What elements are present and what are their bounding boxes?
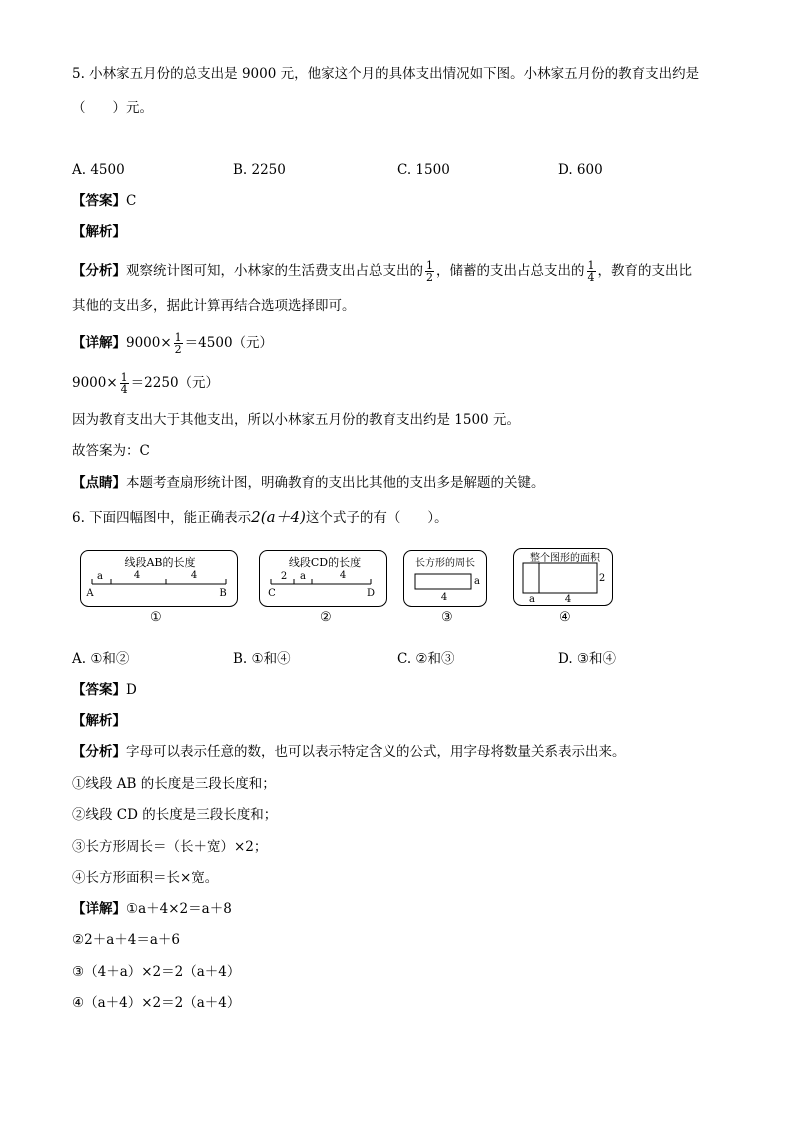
answer-tag: 【答案】 [72,193,126,209]
q6-analysis-tag: 【解析】 [72,713,126,729]
q6-fenxi [72,742,626,762]
calc2-b: ＝2250（元） [130,375,220,391]
q5-final: 故答案为：C [72,443,150,459]
calc2-a: 9000× [72,375,118,391]
q5-fenxi-line1 [72,258,692,284]
q5-option-d[interactable]: D. 600 [558,162,603,178]
q5-calc1 [72,330,273,356]
fraction-one-half [174,332,183,355]
frac-den: 4 [120,383,128,396]
frac-den: 2 [426,271,433,284]
calc1-b: ＝4500（元） [184,335,274,351]
q5-fenxi-text-c: ，教育的支出比 [597,263,692,279]
q5-answer-line [72,191,136,211]
segment-label-a: a [97,571,103,582]
frac-num: 1 [174,331,182,344]
q5-option-c[interactable]: C. 1500 [397,162,450,178]
fraction-one-quarter [587,260,596,283]
q6-options [72,649,732,669]
q5-analysis-tag: 【解析】 [72,224,126,240]
q6-detail-2: ②2＋a＋4＝a＋6 [72,932,180,948]
figure-2-segment-cd [259,550,389,608]
q5-fenxi-text-b: ，储蓄的支出占总支出的 [436,263,585,279]
q6-stem-b: 这个式子的有（ ）。 [305,510,448,526]
bottom-label-4: 4 [564,594,572,605]
q5-dianjing [72,473,545,493]
q5-options [72,160,732,180]
q5-fenxi-text-a: 观察统计图可知，小林家的生活费支出占总支出的 [126,263,423,279]
endpoint-d: D [366,588,376,599]
endpoint-a: A [86,588,94,599]
figure-4-area [513,548,615,608]
figure-1-title: 线段AB的长度 [124,556,196,569]
q6-expression: 2(a＋4) [251,508,306,526]
figure-1-segment-ab [80,550,240,608]
segment-label-4: 4 [339,570,347,581]
figure-4-caption: ④ [559,610,571,625]
q6-answer: D [126,682,137,698]
frac-num: 1 [120,371,128,384]
q5-reason: 因为教育支出大于其他支出，所以小林家五月份的教育支出约是 1500 元。 [72,412,520,428]
q6-option-d[interactable]: D. ③和④ [558,651,617,667]
endpoint-c: C [268,588,276,599]
detail-text: ①a＋4×2＝a＋8 [126,901,232,917]
endpoint-b: B [219,588,227,599]
fraction-one-quarter [120,372,129,395]
xiangjie-tag: 【详解】 [72,335,126,351]
dianjing-tag: 【点睛】 [72,475,126,491]
q6-point-4: ④长方形面积＝长×宽。 [72,870,219,886]
side-label-a: a [474,576,480,587]
bottom-label-a: a [529,594,535,605]
fenxi-tag: 【分析】 [72,263,126,279]
fenxi-tag: 【分析】 [72,744,126,760]
figure-4-title: 整个图形的面积 [530,553,600,564]
q6-option-c[interactable]: C. ②和③ [397,651,455,667]
q5-option-a[interactable]: A. 4500 [72,162,125,178]
q6-detail-4: ④（a＋4）×2＝2（a＋4） [72,995,241,1011]
q5-stem-line1: 5. 小林家五月份的总支出是 9000 元，他家这个月的具体支出情况如下图。小林家五月份的教育支出约是 [72,66,700,82]
q6-fenxi-text: 字母可以表示任意的数，也可以表示特定含义的公式，用字母将数量关系表示出来。 [126,744,626,760]
frac-num: 1 [587,259,595,272]
side-label-2: 2 [598,573,606,584]
q6-stem [72,507,448,528]
calc1-a: 9000× [126,335,172,351]
q5-fenxi-line2: 其他的支出多，据此计算再结合选项选择即可。 [72,298,356,314]
answer-tag: 【答案】 [72,682,126,698]
frac-num: 1 [426,259,433,272]
segment-label-4: 4 [190,570,198,581]
figure-2-title: 线段CD的长度 [288,556,362,569]
figure-3-caption: ③ [441,610,453,625]
q6-point-3: ③长方形周长＝（长＋宽）×2； [72,839,268,855]
q6-stem-a: 6. 下面四幅图中，能正确表示 [72,510,252,526]
q6-option-a[interactable]: A. ①和② [72,651,130,667]
q5-calc2 [72,370,219,396]
q5-stem-line2: （ ）元。 [72,100,153,116]
segment-label-4: 4 [133,570,141,581]
q5-option-b[interactable]: B. 2250 [233,162,286,178]
figure-1-caption: ① [150,610,162,625]
q6-point-1: ①线段 AB 的长度是三段长度和； [72,776,276,792]
q6-option-b[interactable]: B. ①和④ [233,651,291,667]
side-label-4: 4 [440,592,448,603]
figure-3-title: 长方形的周长 [415,558,475,569]
frac-den: 2 [174,343,182,356]
segment-label-2: 2 [280,571,288,582]
q6-answer-line [72,680,137,700]
dianjing-text: 本题考查扇形统计图，明确教育的支出比其他的支出多是解题的关键。 [126,475,545,491]
q6-detail-3: ③（4＋a）×2＝2（a＋4） [72,964,241,980]
figure-2-caption: ② [320,610,332,625]
segment-label-a: a [300,571,306,582]
q6-point-2: ②线段 CD 的长度是三段长度和； [72,807,278,823]
frac-den: 4 [587,271,595,284]
figure-3-rectangle-perimeter [403,550,489,608]
q6-detail-1 [72,899,232,919]
xiangjie-tag: 【详解】 [72,901,126,917]
fraction-one-half [425,260,434,283]
q5-answer: C [126,193,137,209]
